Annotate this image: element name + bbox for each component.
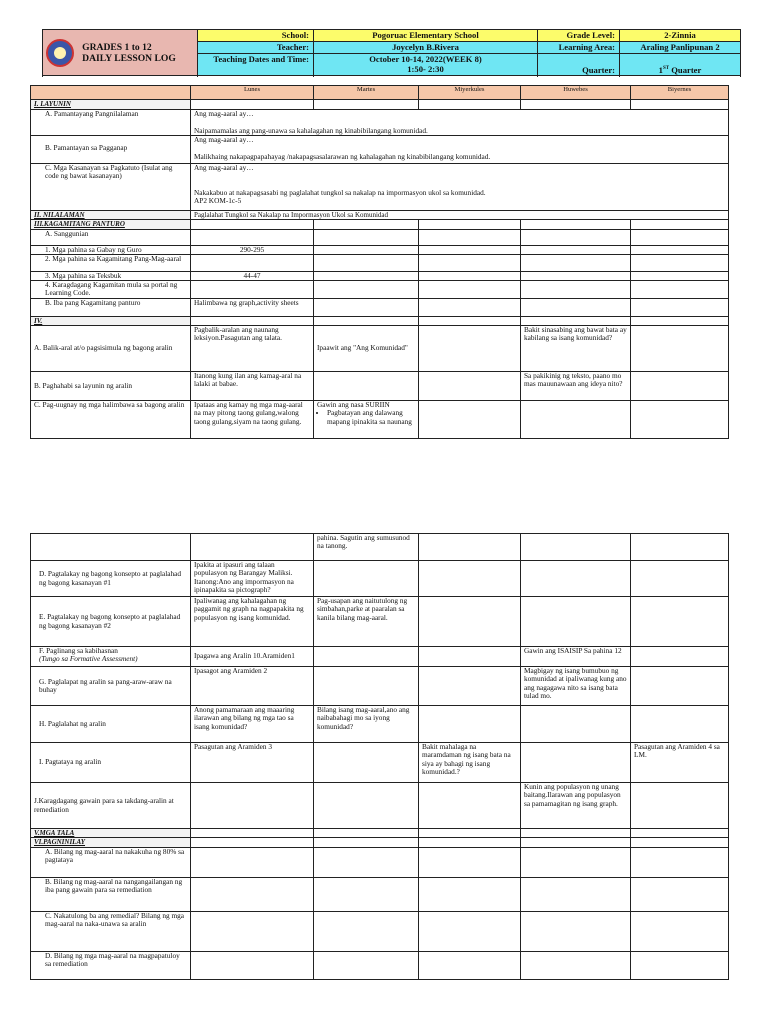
continued-martes: pahina. Sagutin ang sumusunod na tanong. [314,534,419,561]
row-label: C. Nakatulong ba ang remedial? Bilang ng mga mag-aaral na naka-unawa sa aralin [31,911,191,951]
row-label: D. Pagtalakay ng bagong konsepto at paglalahad ng bagong kasanayan #1 [31,561,191,597]
paglalahat-martes: Bilang isang mag-aaral,ano ang naibabahagi mo sa iyong komunidad? [314,706,419,743]
row-karagdagang-gawain [31,783,729,829]
blank-header-cell [31,86,191,100]
row-label: J.Karagdagang gawain para sa takdang-aralin at remediation [31,783,191,829]
school-label: School: [198,30,314,42]
pagtalakay2-martes: Pag-usapan ang naitutulong ng simbahan,parke at paaralan sa kanila bilang mag-aaral. [314,597,419,647]
row-label: C. Mga Kasanayan sa Pagkatuto (Isulat ang code ng bawat kasanayan) [31,164,191,211]
quarter-value: 1ST Quarter [620,54,741,76]
row-gabay-guro [31,245,729,254]
row-kasanayan [31,164,729,211]
row-pagninilay-b [31,877,729,911]
row-label: D. Bilang ng mga mag-aaral na magpapatuloy sa remediation [31,951,191,979]
row-label: A. Sanggunian [31,229,191,245]
paghahabi-lunes: Itanong kung ilan ang kamag-aral na lalaki at babae. [191,372,314,401]
row-label: A. Pamantayang Pangnilalaman [31,110,191,136]
section-iv: IV. [31,316,191,325]
pagtalakay1-lunes: Ipakita at ipasuri ang talaan populasyon ng Barangay Maliksi. Itanong:Ano ang impormasyon na ipinapakita sa pictograph? [191,561,314,597]
section-pagninilay: VI.PAGNINILAY [31,838,191,847]
balik-aral-martes: Ipaawit ang "Ang Komunidad" [314,326,419,372]
dates-label: Teaching Dates and Time: [198,54,314,76]
row-kagamitang-mag-aaral [31,254,729,271]
section-nilalaman: II. NILALAMAN [31,211,191,220]
paglalahat-lunes: Anong pamamaraan ang maaaring ilarawan ang bilang ng mga tao sa isang komunidad? [191,706,314,743]
iba-pang-kagamitan-text: Halimbawa ng graph,activity sheets [191,298,314,316]
row-text: Ang mag-aaral ay… Malikhaing nakapagpapahayag /nakapagsasalarawan ng kahalagahan ng kinabibilangang komunidad. [191,136,729,164]
logo-cell [43,30,198,76]
teksbuk-pages: 44-47 [191,271,314,280]
pag-uugnay-bullet: • Pagbatayan ang dalawang mapang ipinakita sa naunang [327,409,415,426]
row-label: 1. Mga pahina sa Gabay ng Guro [31,245,191,254]
row-label: B. Iba pang Kagamitang panturo [31,298,191,316]
section-mga-tala: V.MGA TALA [31,829,191,838]
pagtalakay2-lunes: Ipaliwanag ang kahalagahan ng paggamit ng graph na nagpapakita ng populasyon ng isang komunidad. [191,597,314,647]
row-label: G. Paglalapat ng aralin sa pang-araw-araw na buhay [31,667,191,706]
row-balik-aral [31,326,729,372]
pagtataya-biyernes: Pasagutan ang Aramiden 4 sa LM. [631,743,729,783]
day-martes: Martes [314,86,419,100]
row-label: F. Paglinang sa kabihasnan (Tungo sa Formative Assessment) [31,647,191,667]
lesson-table-page1 [30,85,729,439]
balik-aral-lunes: Pagbalik-aralan ang naunang leksiyon.Pasagutan ang talata. [191,326,314,372]
dates-value: October 10-14, 2022(WEEK 8) 1:50- 2:30 [314,54,538,76]
grade-value: 2-Zinnia [620,30,741,42]
day-biyernes: Biyernes [631,86,729,100]
row-pamantayang-pangnilalaman [31,110,729,136]
row-text: Ang mag-aaral ay… Nakakabuo at nakapagsasabi ng paglalahat tungkol sa nakalap na impormasyon ukol sa komunidad. AP2 KOM-1c-5 [191,164,729,211]
deped-seal-icon [46,39,74,67]
row-label: 4. Karagdagang Kagamitan mula sa portal ng Learning Code. [31,281,191,299]
row-label: C. Pag-uugnay ng mga halimbawa sa bagong aralin [31,401,191,439]
paghahabi-huwebes: Sa pakikinig ng teksto, paano mo mas mauunawaan ang ideya nito? [521,372,631,401]
row-label: 3. Mga pahina sa Teksbuk [31,271,191,280]
row-pagtataya [31,743,729,783]
balik-aral-huwebes: Bakit sinasabing ang bawat bata ay kabilang sa isang komunidad? [521,326,631,372]
row-pag-uugnay [31,401,729,439]
row-paghahabi [31,372,729,401]
row-text: Ang mag-aaral ay… Naipamamalas ang pang-unawa sa kahalagahan ng kinabibilangang komunidad. [191,110,729,136]
row-sanggunian [31,229,729,245]
dll-title: GRADES 1 to 12 DAILY LESSON LOG [82,41,176,64]
day-miyerkules: Miyerkules [419,86,521,100]
row-label: H. Paglalahat ng aralin [31,706,191,743]
school-value: Pogoruac Elementary School [314,30,538,42]
row-learning-code [31,281,729,299]
row-continued [31,534,729,561]
row-pamantayan-sa-pagganap [31,136,729,164]
teacher-value: Joycelyn B.Rivera [314,42,538,54]
row-pagninilay-c [31,911,729,951]
row-label: E. Pagtalakay ng bagong konsepto at paglalahad ng bagong kasanayan #2 [31,597,191,647]
row-label: B. Bilang ng mag-aaral na nangangailangan ng iba pang gawain para sa remediation [31,877,191,911]
row-pagtalakay-2 [31,597,729,647]
pagtataya-miyerkules: Bakit mahalaga na maramdaman ng isang bata na siya ay bahagi ng isang komunidad.? [419,743,521,783]
day-header-row [31,86,729,100]
paglinang-huwebes: Gawin ang ISAISIP Sa pahina 12 [521,647,631,667]
row-label: I. Pagtataya ng aralin [31,743,191,783]
row-label: A. Balik-aral at/o pagsisimula ng bagong aralin [31,326,191,372]
row-label: A. Bilang ng mag-aaral na nakakuha ng 80% sa pagtataya [31,847,191,877]
quarter-label: Quarter: [538,54,620,76]
karagdagang-gawain-huwebes: Kunin ang populasyon ng unang baitang.Ilarawan ang populasyon sa pamamagitan ng isang graph. [521,783,631,829]
paglalapat-huwebes: Magbigay ng isang bumubuo ng komunidad at ipaliwanag kung ano ang nagagawa nito sa isang bata tulad mo. [521,667,631,706]
row-pagninilay-a [31,847,729,877]
section-kagamitan: III.KAGAMITANG PANTURO [31,220,191,229]
grade-label: Grade Level: [538,30,620,42]
pagtataya-lunes: Pasagutan ang Aramiden 3 [191,743,314,783]
area-label: Learning Area: [538,42,620,54]
pag-uugnay-martes: Gawin ang nasa SURIIN • Pagbatayan ang dalawang mapang ipinakita sa naunang [314,401,419,439]
paglalapat-lunes: Ipasagot ang Aramiden 2 [191,667,314,706]
row-paglalapat [31,667,729,706]
lesson-table-page2 [30,533,729,980]
day-lunes: Lunes [191,86,314,100]
row-label: 2. Mga pahina sa Kagamitang Pang-Mag-aaral [31,254,191,271]
row-label: B. Pamantayan sa Pagganap [31,136,191,164]
day-huwebes: Huwebes [521,86,631,100]
row-iba-pang-kagamitan [31,298,729,316]
section-layunin: I. LAYUNIN [31,100,191,110]
row-label: B. Paghahabi sa layunin ng aralin [31,372,191,401]
row-pagninilay-d [31,951,729,979]
row-paglinang [31,647,729,667]
row-paglalahat [31,706,729,743]
area-value: Araling Panlipunan 2 [620,42,741,54]
nilalaman-text: Paglalahat Tungkol sa Nakalap na Impormasyon Ukol sa Komunidad [191,211,729,220]
row-teksbuk [31,271,729,280]
gabay-guro-pages: 290-295 [191,245,314,254]
pag-uugnay-lunes: Ipataas ang kamay ng mga mag-aaral na may pitong taong gulang,walong taong gulang,siyam na taong gulang. [191,401,314,439]
paglinang-lunes: Ipagawa ang Aralin 10.Aramiden1 [191,647,314,667]
header-table [42,29,741,76]
teacher-label: Teacher: [198,42,314,54]
row-pagtalakay-1 [31,561,729,597]
